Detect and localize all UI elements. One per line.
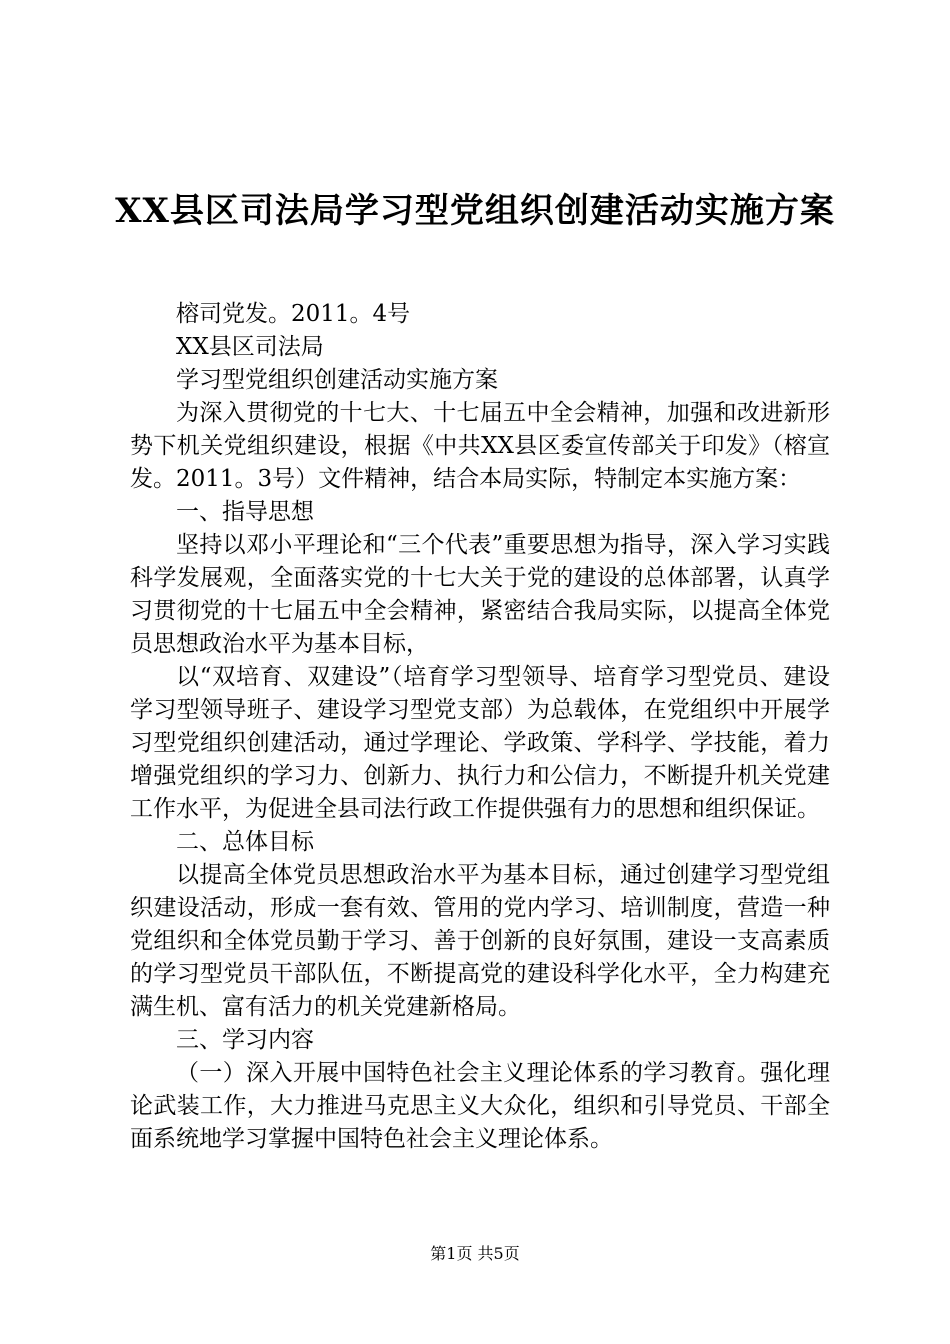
section-heading-3: 三、学习内容 — [176, 1027, 314, 1053]
document-body — [130, 298, 830, 1156]
paragraph-guiding-2: 以“双培育、双建设”（培育学习型领导、培育学习型党员、建设学习型领导班子、建设学习型党支部）为总载体，在党组织中开展学习型党组织创建活动，通过学理论、学政策、学科学、学技能，着力增强党组织的学习力、创新力、执行力和公信力，不断提升机关党建工作水平，为促进全县司法行政工作提供强有力的思想和组织保证。 — [130, 664, 830, 822]
paragraph-guiding-1: 坚持以邓小平理论和“三个代表”重要思想为指导，深入学习实践科学发展观，全面落实党的十七大关于党的建设的总体部署，认真学习贯彻党的十七届五中全会精神，紧密结合我局实际，以提高全体党员思想政治水平为基本目标， — [130, 532, 830, 657]
document-subtitle: 学习型党组织创建活动实施方案 — [176, 367, 498, 393]
section-heading-1: 一、指导思想 — [176, 499, 314, 525]
issuing-organization: XX县区司法局 — [176, 334, 324, 360]
paragraph-intro: 为深入贯彻党的十七大、十七届五中全会精神，加强和改进新形势下机关党组织建设，根据《中共XX县区委宣传部关于印发》（榕宣发。2011。3号）文件精神，结合本局实际，特制定本实施方案： — [130, 400, 830, 492]
document-title: XX县区司法局学习型党组织创建活动实施方案 — [115, 191, 835, 231]
paragraph-content-1: （一）深入开展中国特色社会主义理论体系的学习教育。强化理论武装工作，大力推进马克思主义大众化，组织和引导党员、干部全面系统地学习掌握中国特色社会主义理论体系。 — [130, 1060, 830, 1152]
paragraph-goals: 以提高全体党员思想政治水平为基本目标，通过创建学习型党组织建设活动，形成一套有效、管用的党内学习、培训制度，营造一种党组织和全体党员勤于学习、善于创新的良好氛围，建设一支高素质的学习型党员干部队伍，不断提高党的建设科学化水平，全力构建充满生机、富有活力的机关党建新格局。 — [130, 862, 830, 1020]
section-heading-2: 二、总体目标 — [176, 829, 314, 855]
document-number: 榕司党发。2011。4号 — [176, 301, 411, 327]
page-footer: 第1页 共5页 — [430, 1244, 520, 1263]
